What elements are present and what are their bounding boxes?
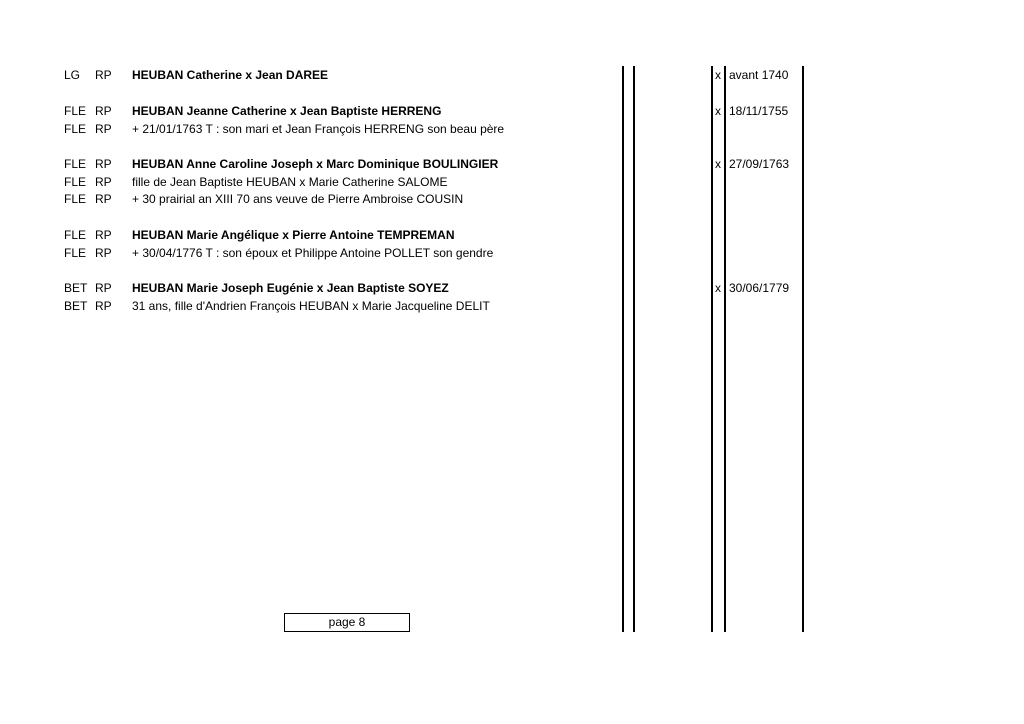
marriage-mark: x (715, 104, 721, 118)
record-type: RP (95, 175, 112, 189)
source-code: FLE (64, 104, 87, 118)
record-row (0, 191, 1024, 207)
record-type: RP (95, 104, 112, 118)
record-heading: HEUBAN Jeanne Catherine x Jean Baptiste HERRENG (132, 104, 442, 118)
record-date: 18/11/1755 (729, 104, 789, 118)
record-heading: HEUBAN Catherine x Jean DAREE (132, 68, 329, 82)
record-type: RP (95, 192, 112, 206)
column-divider-4 (724, 66, 726, 632)
source-code: FLE (64, 246, 87, 260)
record-type: RP (95, 228, 112, 242)
source-code: FLE (64, 228, 87, 242)
record-note: + 21/01/1763 T : son mari et Jean François HERRENG son beau père (132, 122, 505, 136)
record-row (0, 67, 1024, 83)
page-number: page 8 (284, 613, 410, 632)
record-row (0, 280, 1024, 296)
source-code: LG (64, 68, 81, 82)
record-date: 30/06/1779 (729, 281, 790, 295)
record-note: 31 ans, fille d'Andrien François HEUBAN x Marie Jacqueline DELIT (132, 299, 490, 313)
record-row (0, 174, 1024, 190)
source-code: FLE (64, 122, 87, 136)
source-code: FLE (64, 157, 87, 171)
source-code: BET (64, 281, 88, 295)
record-type: RP (95, 68, 112, 82)
source-code: BET (64, 299, 88, 313)
record-date: avant 1740 (729, 68, 789, 82)
source-code: FLE (64, 192, 87, 206)
record-type: RP (95, 157, 112, 171)
record-row (0, 227, 1024, 243)
record-row (0, 156, 1024, 172)
record-type: RP (95, 122, 112, 136)
record-type: RP (95, 299, 112, 313)
column-divider-5 (802, 66, 804, 632)
record-type: RP (95, 281, 112, 295)
column-divider-2 (633, 66, 635, 632)
record-heading: HEUBAN Marie Joseph Eugénie x Jean Baptiste SOYEZ (132, 281, 449, 295)
record-heading: HEUBAN Marie Angélique x Pierre Antoine TEMPREMAN (132, 228, 455, 242)
record-note: + 30 prairial an XIII 70 ans veuve de Pierre Ambroise COUSIN (132, 192, 464, 206)
record-note: fille de Jean Baptiste HEUBAN x Marie Catherine SALOME (132, 175, 448, 189)
source-code: FLE (64, 175, 87, 189)
record-row (0, 298, 1024, 314)
record-note: + 30/04/1776 T : son époux et Philippe Antoine POLLET son gendre (132, 246, 494, 260)
marriage-mark: x (715, 68, 721, 82)
record-row (0, 103, 1024, 119)
record-type: RP (95, 246, 112, 260)
record-heading: HEUBAN Anne Caroline Joseph x Marc Dominique BOULINGIER (132, 157, 499, 171)
record-row (0, 245, 1024, 261)
column-divider-1 (622, 66, 624, 632)
record-row (0, 121, 1024, 137)
record-date: 27/09/1763 (729, 157, 790, 171)
marriage-mark: x (715, 281, 721, 295)
column-divider-3 (711, 66, 713, 632)
marriage-mark: x (715, 157, 721, 171)
